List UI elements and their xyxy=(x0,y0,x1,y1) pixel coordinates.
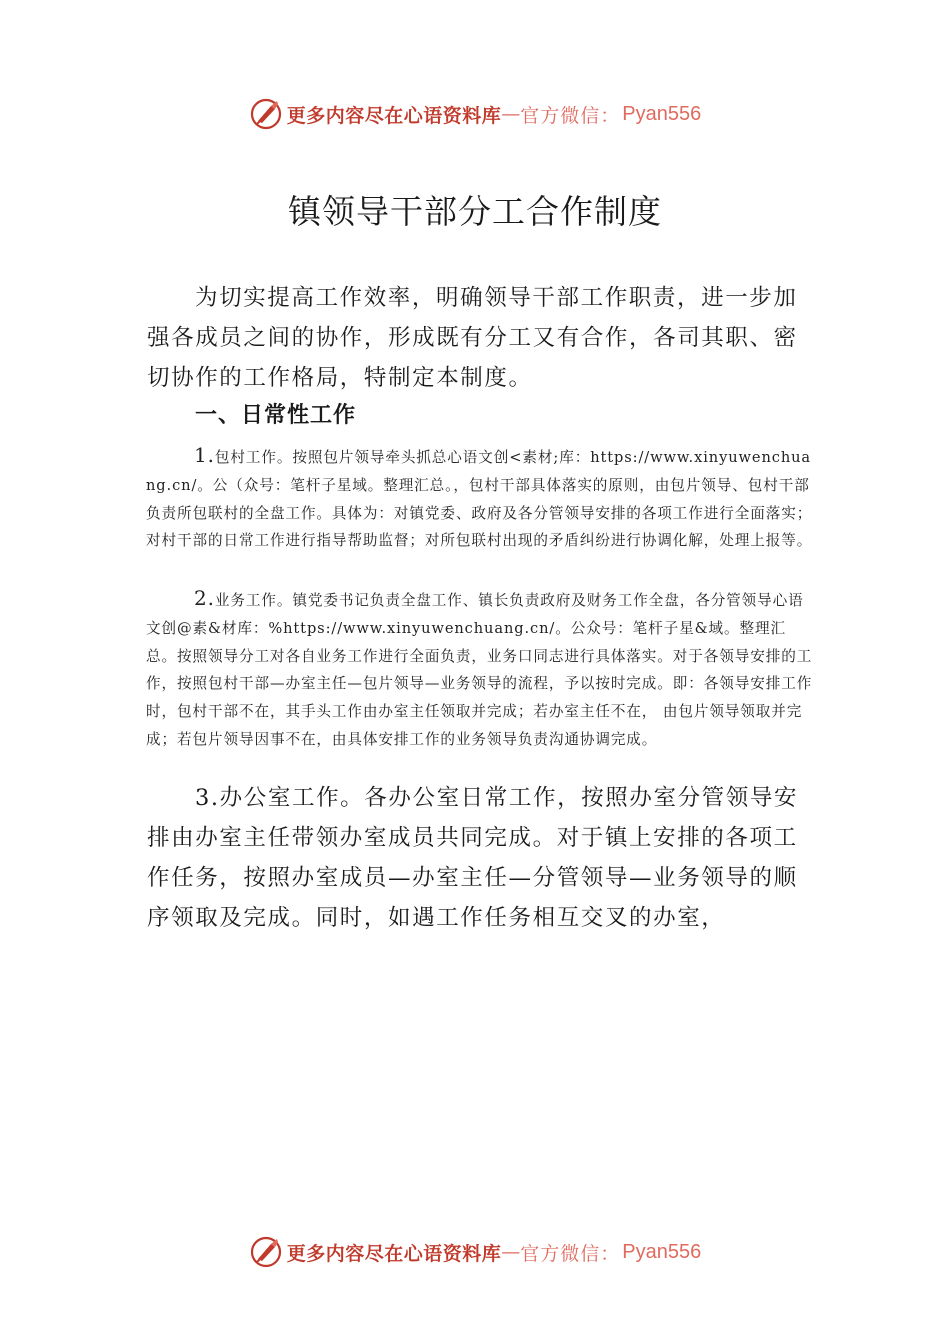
item-1-paragraph xyxy=(146,442,814,555)
section-heading: 一、日常性工作 xyxy=(195,403,357,428)
item-2-number: 2. xyxy=(194,586,215,610)
item-1-text: 包村工作。按照包片领导牵头抓总心语文创<素材;库：https://www.xinyuwenchuang.cn/。公（众号：笔杆子星域。整理汇总。，包村干部具体落实的原则，由包片领导、包村干部负责所包联村的全盘工作。具体为：对镇党委、政府及各分管领导安排的各项工作进行全面落实；对村干部的日常工作进行指导帮助监督；对所包联村出现的矛盾纠纷进行协调化解，处理上报等。 xyxy=(146,449,813,550)
document-title: 镇领导干部分工合作制度 xyxy=(288,192,662,231)
item-3-number: 3. xyxy=(195,785,220,811)
banner-wechat-id: Pyan556 xyxy=(622,102,702,125)
item-2-text: 业务工作。镇党委书记负责全盘工作、镇长负责政府及财务工作全盘，各分管领导心语文创@素&材库：%https://www.xinyuwenchuang.cn/。公众号：笔杆子星&域。整理汇总。按照领导分工对各自业务工作进行全面负责，业务口同志进行具体落实。对于各领导安排的工作，按照包村干部—办室主任—包片领导—业务领导的流程，予以按时完成。即：各领导安排工作时，包村干部不在，其手头工作由办室主任领取并完成；若办室主任不在， 由包片领导领取并完成；若包片领导因事不在，由具体安排工作的业务领导负责沟通协调完成。 xyxy=(146,592,813,748)
quill-seal-icon xyxy=(249,1235,283,1269)
item-1-number: 1. xyxy=(194,443,215,467)
bottom-banner xyxy=(0,1232,950,1272)
item-3-text: 办公室工作。各办公室日常工作，按照办室分管领导安排由办室主任带领办室成员共同完成。对于镇上安排的各项工作任务，按照办室成员—办室主任—分管领导—业务领导的顺序领取及完成。同时，如遇工作任务相互交叉的办室， xyxy=(147,785,799,931)
intro-paragraph: 为切实提高工作效率，明确领导干部工作职责，进一步加强各成员之间的协作，形成既有分工又有合作，各司其职、密切协作的工作格局，特制定本制度。 xyxy=(147,285,798,391)
banner-official-label: 官方微信： xyxy=(520,1242,621,1265)
banner-dash: — xyxy=(501,1241,521,1263)
banner-brand: 更多内容尽在心语资料库 xyxy=(286,1242,502,1265)
banner-brand: 更多内容尽在心语资料库 xyxy=(286,104,502,127)
item-2-paragraph xyxy=(146,585,814,754)
quill-seal-icon xyxy=(249,97,283,131)
item-3-paragraph xyxy=(147,778,819,938)
banner-wechat-id: Pyan556 xyxy=(622,1240,702,1263)
top-banner xyxy=(0,94,950,134)
banner-official-label: 官方微信： xyxy=(520,104,621,127)
banner-dash: — xyxy=(501,103,521,125)
